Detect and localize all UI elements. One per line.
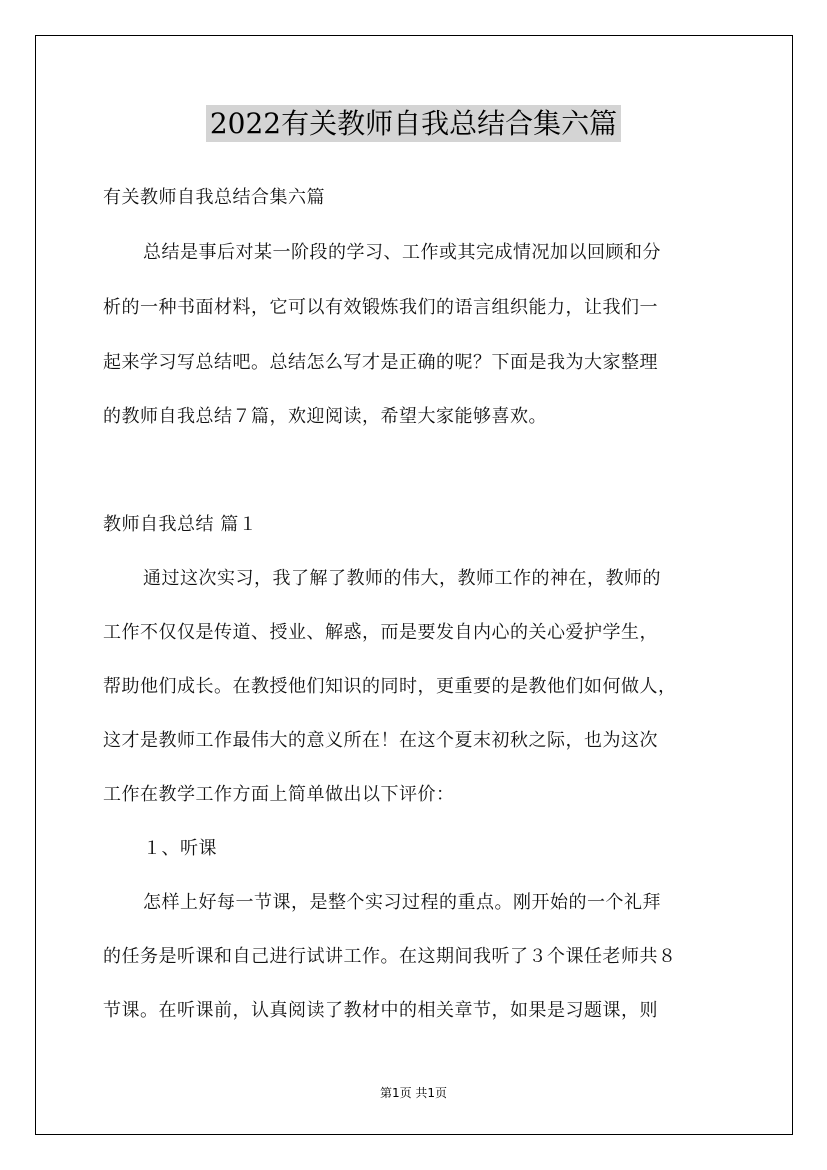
paragraph-line: 通过这次实习，我了解了教师的伟大，教师工作的神在，教师的 [143, 568, 661, 589]
section-heading: 教师自我总结 篇１ [103, 514, 258, 535]
item-heading: １、听课 [143, 838, 217, 859]
intro-line: 析的一种书面材料，它可以有效锻炼我们的语言组织能力，让我们一 [103, 297, 658, 318]
paragraph-line: 工作不仅仅是传道、授业、解惑，而是要发自内心的关心爱护学生， [103, 622, 658, 643]
page-footer: 第1页 共1页 [379, 1086, 448, 1100]
paragraph-line: 的任务是听课和自己进行试讲工作。在这期间我听了３个课任老师共８ [103, 946, 677, 967]
paragraph-line: 节课。在听课前，认真阅读了教材中的相关章节，如果是习题课，则 [103, 1000, 658, 1021]
intro-line: 的教师自我总结７篇，欢迎阅读，希望大家能够喜欢。 [103, 406, 547, 427]
paragraph-line: 工作在教学工作方面上简单做出以下评价： [103, 784, 455, 805]
subtitle: 有关教师自我总结合集六篇 [103, 187, 325, 208]
paragraph-line: 帮助他们成长。在教授他们知识的同时，更重要的是教他们如何做人， [103, 676, 677, 697]
paragraph-line: 怎样上好每一节课，是整个实习过程的重点。刚开始的一个礼拜 [143, 892, 661, 913]
intro-line: 总结是事后对某一阶段的学习、工作或其完成情况加以回顾和分 [143, 242, 661, 263]
intro-line: 起来学习写总结吧。总结怎么写才是正确的呢？下面是我为大家整理 [103, 352, 658, 373]
paragraph-line: 这才是教师工作最伟大的意义所在！在这个夏末初秋之际，也为这次 [103, 730, 658, 751]
document-title: 2022有关教师自我总结合集六篇 [0, 102, 827, 142]
